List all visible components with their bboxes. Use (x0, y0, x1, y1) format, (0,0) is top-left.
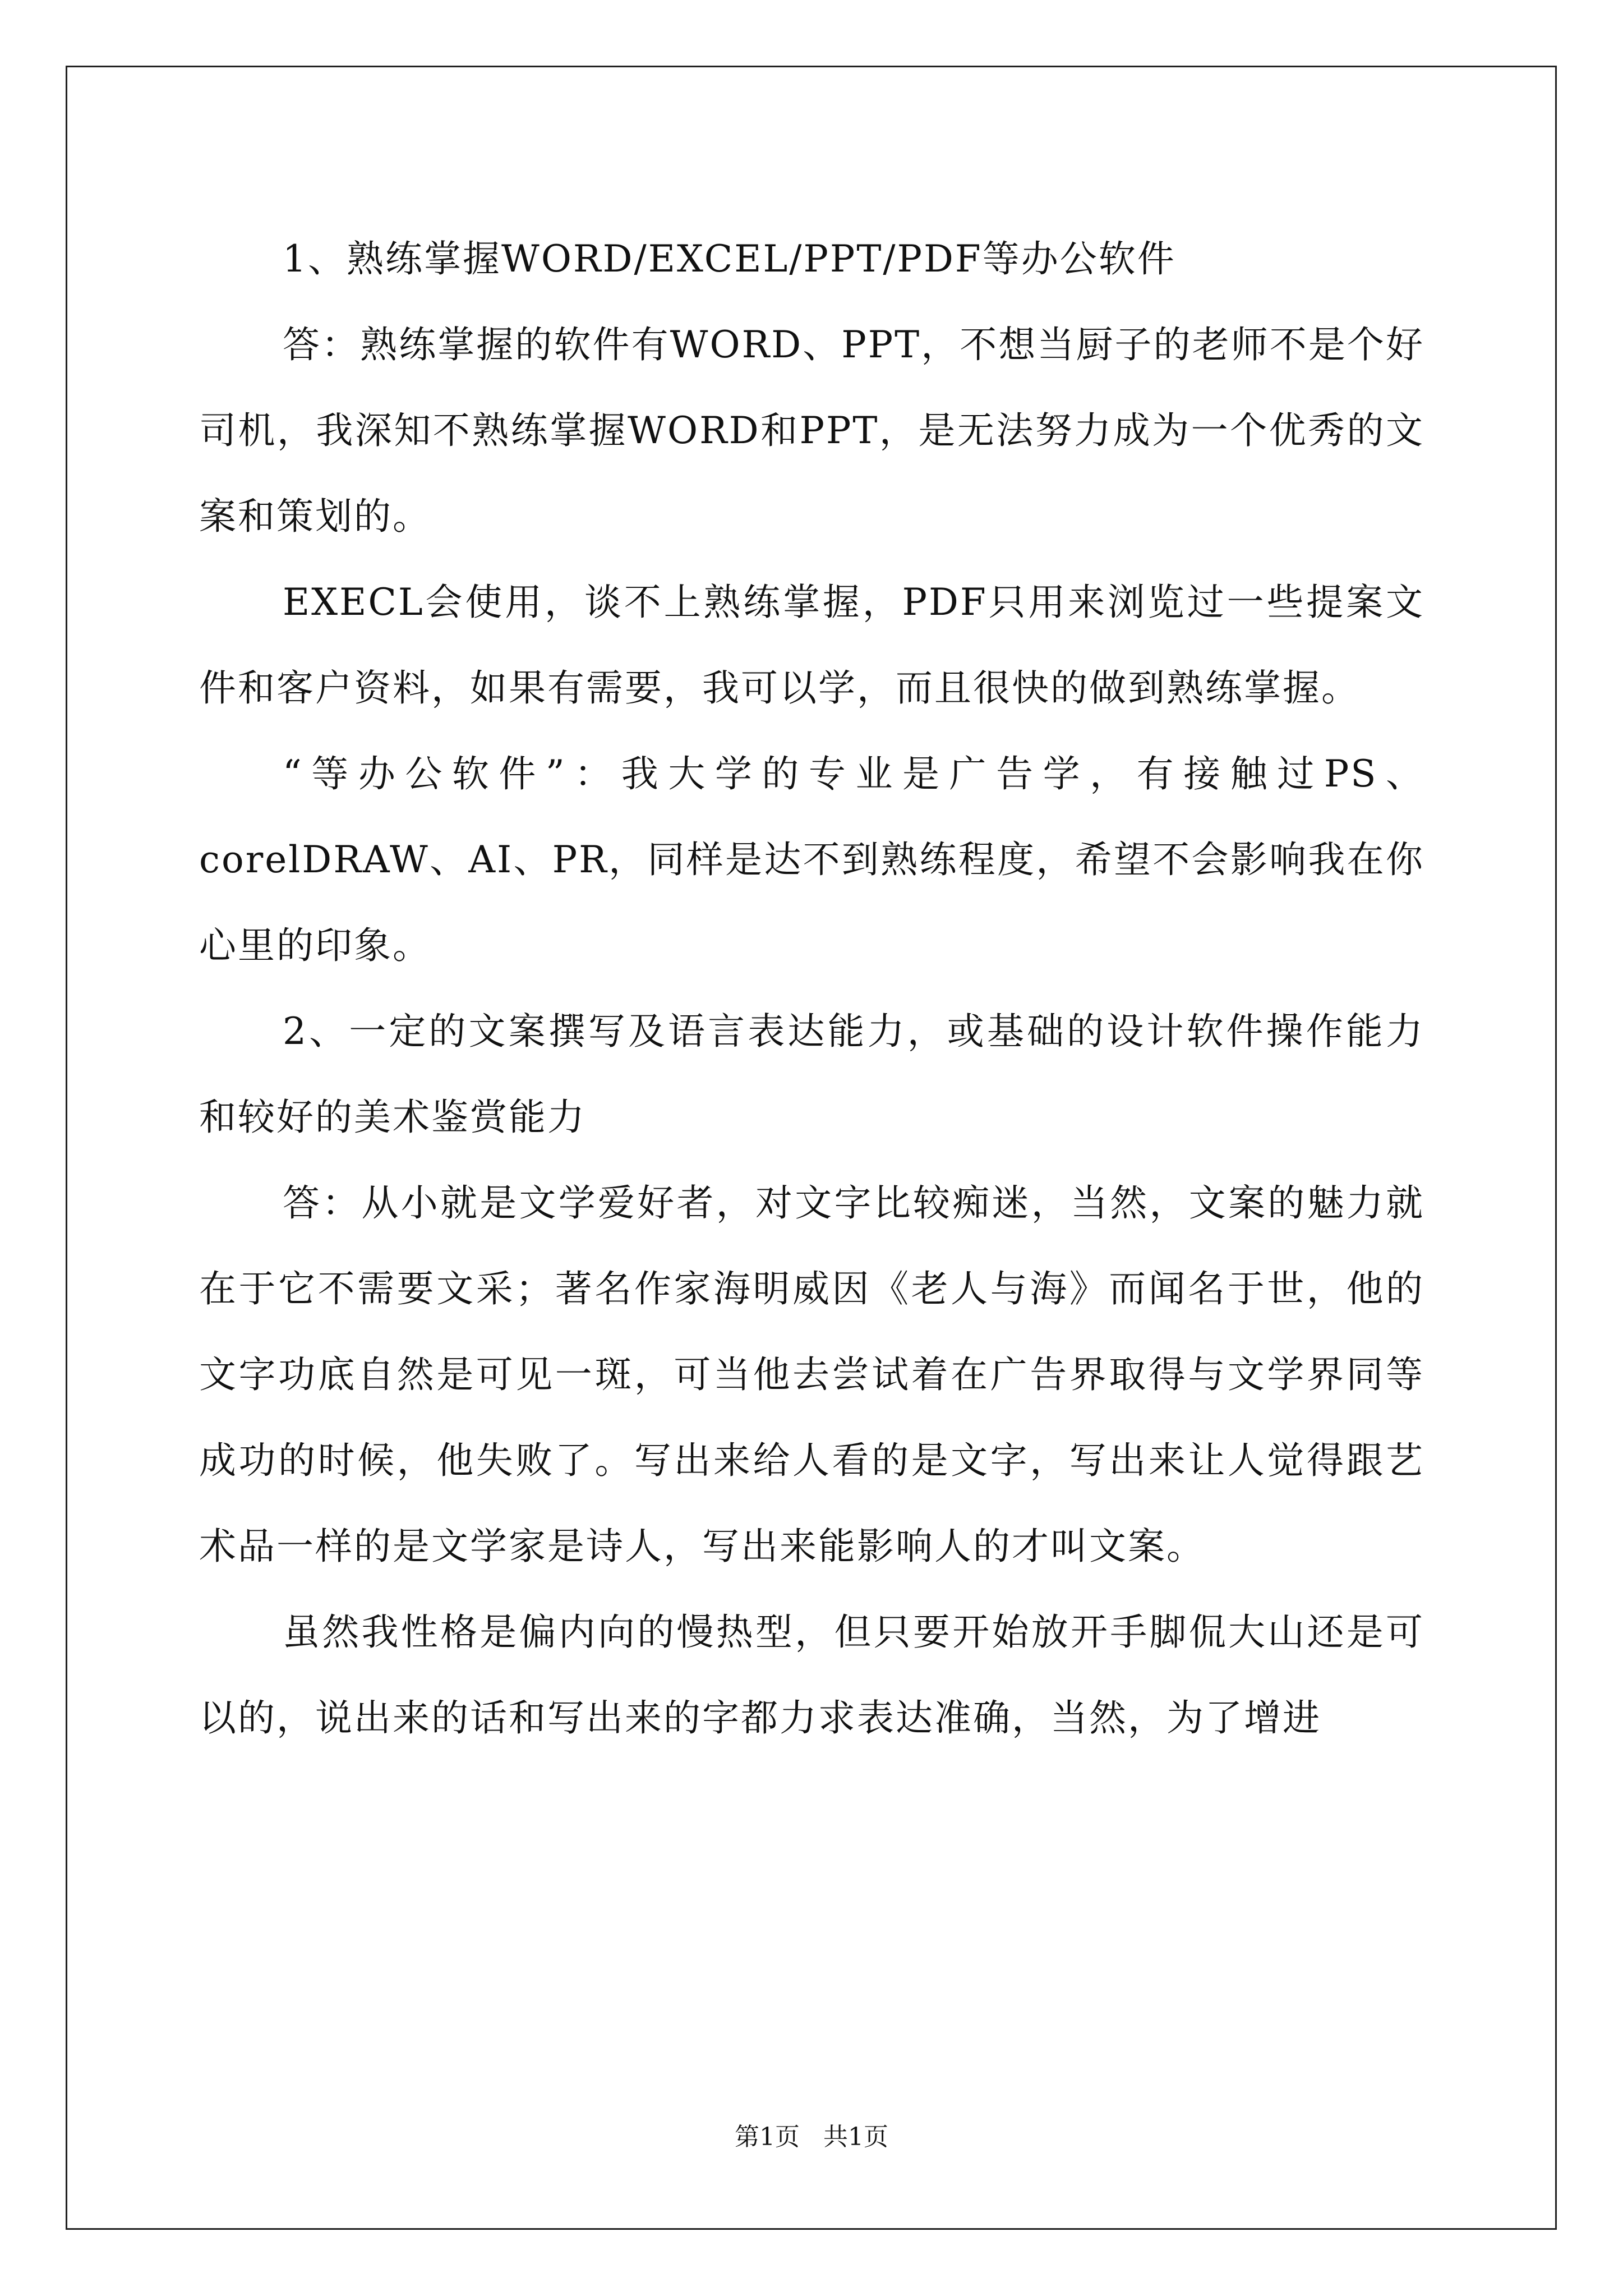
page-number: 第1页 (735, 2123, 800, 2151)
page-total: 共1页 (823, 2123, 888, 2151)
paragraph-1: 1、熟练掌握WORD/EXCEL/PPT/PDF等办公软件 (283, 237, 1176, 280)
paragraph-4: “等办公软件”：我大学的专业是广告学，有接触过PS、corelDRAW、AI、PR，同样是达不到熟练程度，希望不会影响我在你心里的印象。 (199, 752, 1424, 967)
paragraph-3: EXECL会使用，谈不上熟练掌握，PDF只用来浏览过一些提案文件和客户资料，如果有需要，我可以学，而且很快的做到熟练掌握。 (199, 581, 1424, 710)
paragraph-6: 答：从小就是文学爱好者，对文字比较痴迷，当然，文案的魅力就在于它不需要文采；著名作家海明威因《老人与海》而闻名于世，他的文字功底自然是可见一斑，可当他去尝试着在广告界取得与文学界同等成功的时候，他失败了。写出来给人看的是文字，写出来让人觉得跟艺术品一样的是文学家是诗人，写出来能影响人的才叫文案。 (199, 1181, 1424, 1568)
paragraph-7: 虽然我性格是偏内向的慢热型，但只要开始放开手脚侃大山还是可以的，说出来的话和写出来的字都力求表达准确，当然，为了增进 (199, 1611, 1424, 1740)
page-footer (0, 2120, 1623, 2154)
document-body (199, 216, 1424, 1761)
paragraph-5: 2、一定的文案撰写及语言表达能力，或基础的设计软件操作能力和较好的美术鉴赏能力 (199, 1010, 1424, 1139)
paragraph-2: 答：熟练掌握的软件有WORD、PPT，不想当厨子的老师不是个好司机，我深知不熟练掌握WORD和PPT，是无法努力成为一个优秀的文案和策划的。 (199, 323, 1424, 538)
